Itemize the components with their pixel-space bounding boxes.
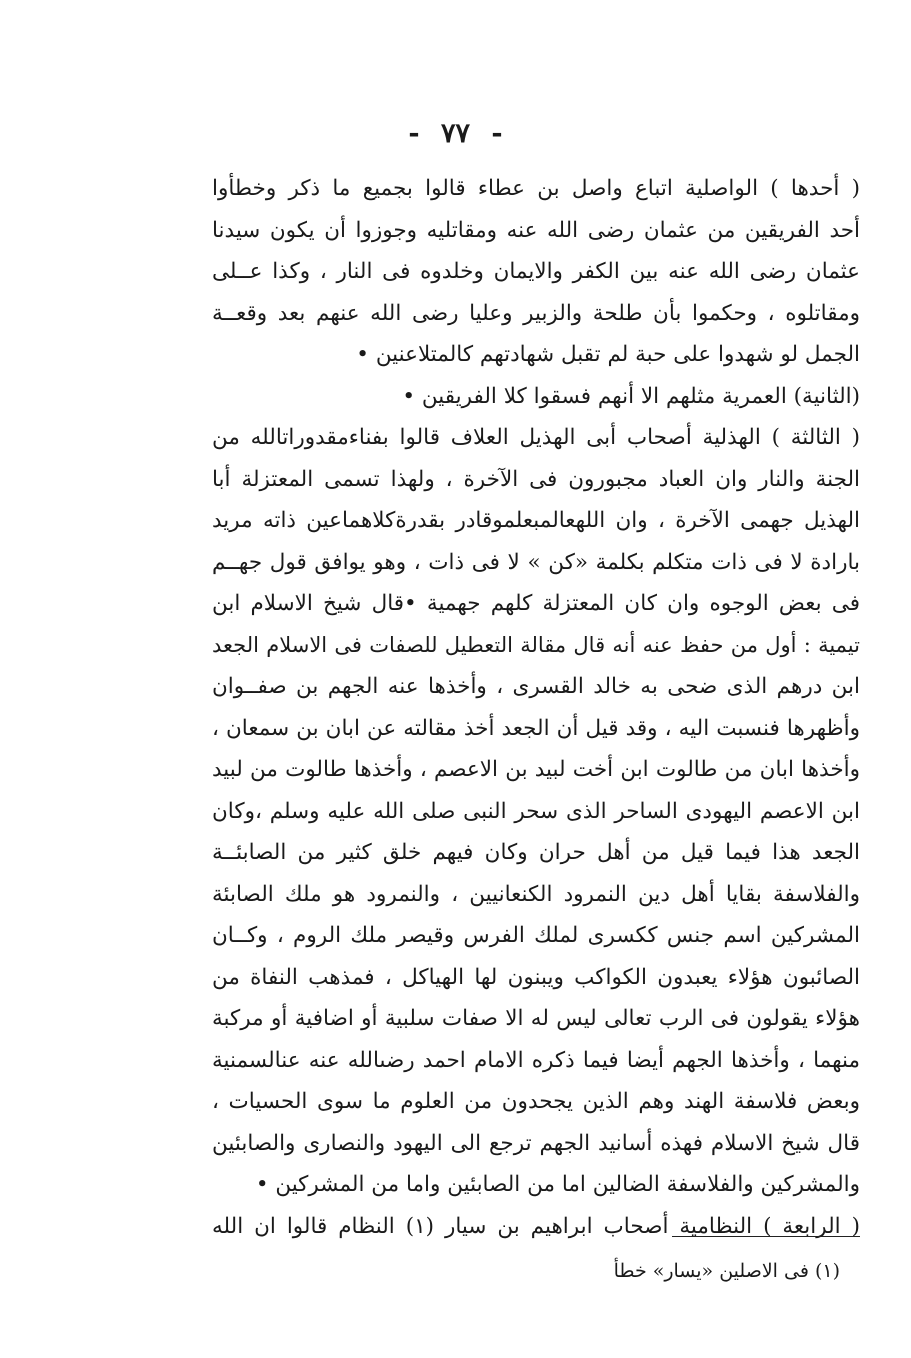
page-number-dash-left: - [408,118,420,149]
text-line: ( أحدها ) الواصلية اتباع واصل بن عطاء قالوا بجميع ما ذكر وخطأوا [212,176,860,201]
text-line: والمشركين والفلاسفة الضالين اما من الصابئين واما من المشركين • [255,1172,860,1197]
text-line: المشركين اسم جنس ككسرى لملك الفرس وقيصر ملك الروم ، وكــان [212,923,860,948]
text-line: وبعض فلاسفة الهند وهم الذين يجحدون من العلوم ما سوى الحسيات ، [212,1089,860,1114]
text-line: ابن الاعصم اليهودى الساحر الذى سحر النبى صلى الله عليه وسلم ،وكان [212,798,860,824]
text-line: هؤلاء يقولون فى الرب تعالى ليس له الا صفات سلبية أو اضافية أو مركبة [212,1006,860,1031]
text-line: الهذيل جهمى الآخرة ، وان اللهعالمبعلموقادر بقدرةكلاهماعين ذاته مريد [212,508,860,533]
page-number [0,118,911,150]
text-line: تيمية : أول من حفظ عنه أنه قال مقالة التعطيل للصفات فى الاسلام الجعد [212,632,860,657]
text-line: وأخذها ابان من طالوت ابن أخت لبيد بن الاعصم ، وأخذها طالوت من لبيد [212,757,860,782]
text-line: قال شيخ الاسلام فهذه أسانيد الجهم ترجع الى اليهود والنصارى والصابئين [212,1130,860,1156]
text-line: الصائبون هؤلاء يعبدون الكواكب ويبنون لها الهياكل ، فمذهب النفاة من [212,964,860,990]
text-line: ( الرابعة ) النظامية أصحاب ابراهيم بن سيار (١) النظام قالوا ان الله [212,1213,860,1239]
text-line: بارادة لا فى ذات متكلم بكلمة «كن » لا فى ذات ، وهو يوافق قول جهــم [212,549,860,575]
text-line: فى بعض الوجوه وان كان المعتزلة كلهم جهمية •قال شيخ الاسلام ابن [212,591,860,616]
text-line: منهما ، وأخذها الجهم أيضا فيما ذكره الامام احمد رضىالله عنه عنالسمنية [212,1047,860,1073]
footnote: (١) فى الاصلين «يسار» خطأ [613,1260,840,1282]
text-line: ابن درهم الذى ضحى به خالد القسرى ، وأخذها عنه الجهم بن صفــوان [212,674,860,699]
text-line: أحد الفريقين من عثمان رضى الله عنه ومقاتليه وجوزوا أن يكون سيدنا [212,217,860,243]
footnote-divider [672,1236,860,1237]
text-line: ( الثالثة ) الهذلية أصحاب أبى الهذيل العلاف قالوا بفناءمقدوراتالله من [212,425,860,450]
text-line: الجمل لو شهدوا على حبة لم تقبل شهادتهم كالمتلاعنين • [356,342,860,367]
page-number-value: ٧٧ [440,118,470,149]
text-line: (الثانية) العمرية مثلهم الا أنهم فسقوا كلا الفريقين • [402,383,860,409]
text-line: ومقاتلوه ، وحكموا بأن طلحة والزبير وعليا رضى الله عنهم بعد وقعــة [212,300,860,326]
text-line: عثمان رضى الله عنه بين الكفر والايمان وخلدوه فى النار ، وكذا عــلى [212,259,860,284]
body-text [212,168,860,1247]
text-line: الجعد هذا فيما قيل من أهل حران وكان فيهم خلق كثير من الصابئــة [212,840,860,865]
text-line: الجنة والنار وان العباد مجبورون فى الآخرة ، ولهذا تسمى المعتزلة أبا [212,466,860,492]
text-line: والفلاسفة بقايا أهل دين النمرود الكنعانيين ، والنمرود هو ملك الصابئة [212,881,860,907]
text-line: وأظهرها فنسبت اليه ، وقد قيل أن الجعد أخذ مقالته عن ابان بن سمعان ، [212,715,860,741]
page-number-dash-right: - [491,118,503,149]
